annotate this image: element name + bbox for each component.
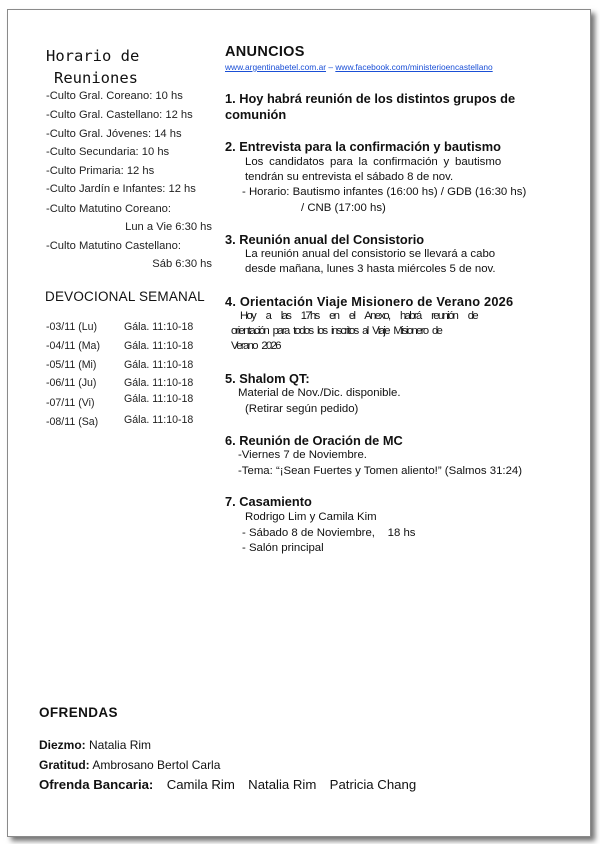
bank-offering-name: Camila Rim — [166, 777, 235, 792]
announcement-text: tendrán su entrevista el sábado 8 de nov. — [245, 171, 454, 183]
tithe-names: Natalia Rim — [89, 738, 152, 752]
announcement-heading-3: 3. Reunión anual del Consistorio — [225, 232, 425, 247]
devotional-date: -03/11 (Lu) — [46, 321, 98, 333]
schedule-item: -Culto Gral. Castellano: 12 hs — [46, 109, 193, 121]
devotional-reference: Gála. 11:10-18 — [124, 414, 194, 426]
schedule-item-time: Sáb 6:30 hs — [152, 258, 212, 270]
announcement-text: Rodrigo Lim y Camila Kim — [245, 511, 377, 523]
announcement-text: - Sábado 8 de Noviembre, 18 hs — [242, 527, 416, 539]
bank-offering-name: Patricia Chang — [329, 777, 417, 792]
schedule-title-line2: Reuniones — [54, 69, 138, 87]
devotional-reference: Gála. 11:10-18 — [124, 340, 194, 352]
announcement-text: La reunión anual del consistorio se llevará a cabo — [245, 248, 496, 260]
schedule-item: -Culto Jardín e Infantes: 12 hs — [46, 183, 196, 195]
announcement-heading-2: 2. Entrevista para la confirmación y bautismo — [225, 139, 501, 154]
devotional-date: -04/11 (Ma) — [46, 340, 100, 352]
announcement-heading-1-cont: comunión — [225, 107, 287, 122]
announcement-text: desde mañana, lunes 3 hasta miércoles 5 de nov. — [245, 263, 496, 275]
announcement-heading-5: 5. Shalom QT: — [225, 371, 310, 386]
offerings-title: OFRENDAS — [39, 705, 118, 720]
bank-offering-line — [39, 777, 416, 792]
announcement-heading-4: 4. Orientación Viaje Misionero de Verano 2026 — [225, 294, 514, 309]
devotional-date: -08/11 (Sa) — [46, 416, 99, 428]
link-separator: – — [328, 62, 334, 72]
devotional-date: -06/11 (Ju) — [46, 377, 97, 389]
schedule-item: -Culto Secundaria: 10 hs — [46, 146, 170, 158]
devotional-date: -05/11 (Mi) — [46, 359, 97, 371]
schedule-item: -Culto Primaria: 12 hs — [46, 165, 155, 177]
devotional-reference: Gála. 11:10-18 — [124, 359, 194, 371]
gratitude-label: Gratitud: — [39, 758, 90, 772]
tithe-label: Diezmo: — [39, 738, 86, 752]
schedule-item-time: Lun a Vie 6:30 hs — [125, 221, 212, 233]
announcement-text: Hoy a las 17hs en el Anexo, habrá reunión de — [240, 310, 477, 322]
schedule-item: -Culto Gral. Coreano: 10 hs — [46, 90, 183, 102]
schedule-title-line1: Horario de — [46, 47, 140, 65]
announcement-text: -Tema: “¡Sean Fuertes y Tomen aliento!” (Salmos 31:24) — [238, 465, 523, 477]
announcement-text: orientación para todos los inscritos al Viaje Misionero de — [231, 325, 442, 337]
devotional-reference: Gála. 11:10-18 — [124, 377, 194, 389]
schedule-item: -Culto Gral. Jóvenes: 14 hs — [46, 128, 182, 140]
facebook-link[interactable]: www.facebook.com/ministerioencastellano — [335, 62, 493, 72]
bank-offering-label: Ofrenda Bancaria: — [39, 777, 154, 792]
announcement-text: Verano 2026 — [231, 340, 280, 352]
announcement-text: Los candidatos para la confirmación y bautismo — [245, 156, 502, 168]
announcements-title: ANUNCIOS — [225, 44, 305, 60]
website-link[interactable]: www.argentinabetel.com.ar — [225, 62, 327, 72]
announcement-text: / CNB (17:00 hs) — [301, 202, 386, 214]
devotional-reference: Gála. 11:10-18 — [124, 393, 194, 405]
schedule-item: -Culto Matutino Castellano: — [46, 240, 181, 252]
links-line — [225, 62, 493, 72]
announcement-text: - Salón principal — [242, 542, 324, 554]
devotional-reference: Gála. 11:10-18 — [124, 321, 194, 333]
announcement-text: -Viernes 7 de Noviembre. — [238, 449, 367, 461]
announcement-text: - Horario: Bautismo infantes (16:00 hs) / GDB (16:30 hs) — [242, 186, 527, 198]
bank-offering-name: Natalia Rim — [248, 777, 317, 792]
devotional-title: DEVOCIONAL SEMANAL — [45, 289, 205, 304]
gratitude-line — [39, 758, 220, 772]
announcement-heading-1: 1. Hoy habrá reunión de los distintos grupos de — [225, 91, 516, 106]
announcement-text: (Retirar según pedido) — [245, 403, 359, 415]
announcement-heading-6: 6. Reunión de Oración de MC — [225, 433, 403, 448]
announcement-text: Material de Nov./Dic. disponible. — [238, 387, 401, 399]
announcement-heading-7: 7. Casamiento — [225, 494, 312, 509]
gratitude-names: Ambrosano Bertol Carla — [92, 758, 221, 772]
devotional-date: -07/11 (Vi) — [46, 397, 95, 409]
schedule-item: -Culto Matutino Coreano: — [46, 203, 171, 215]
tithe-line — [39, 738, 151, 752]
